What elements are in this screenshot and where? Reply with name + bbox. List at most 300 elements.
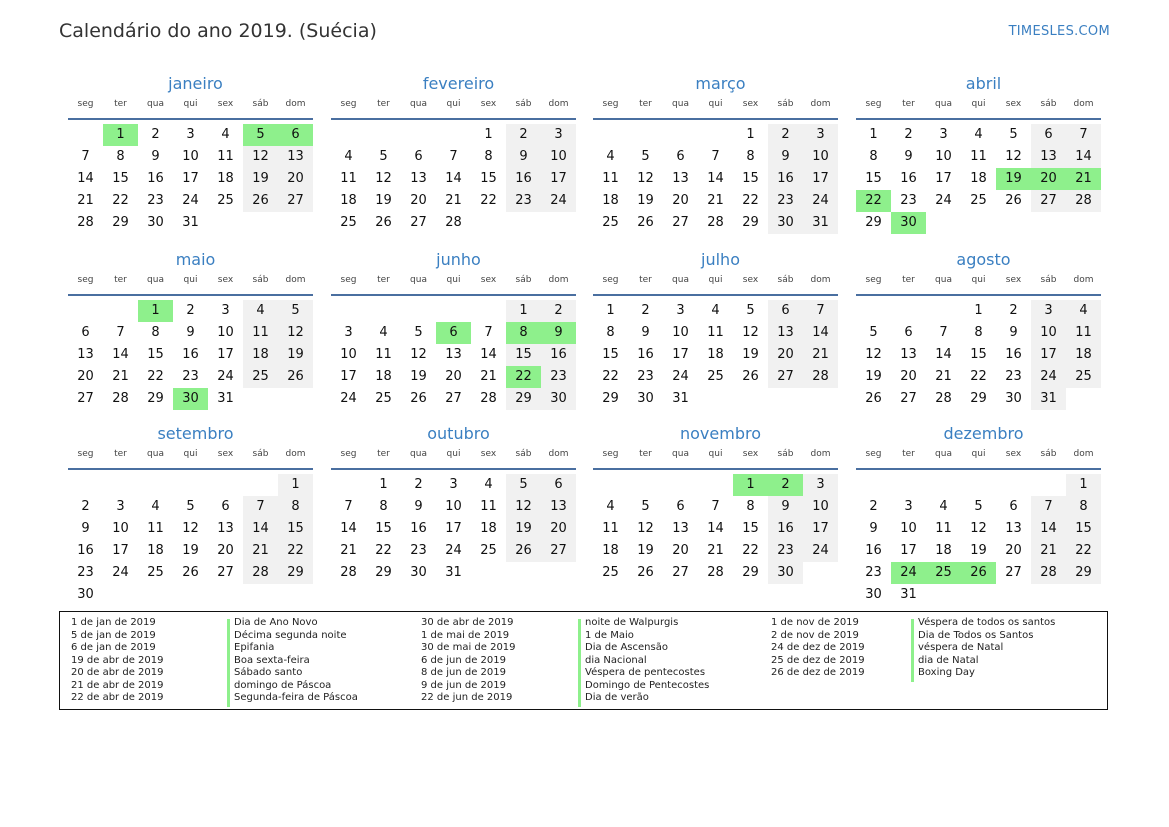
weekday-label: dom: [548, 275, 569, 285]
weekday-label: seg: [602, 275, 619, 285]
day-cell: 17: [112, 543, 129, 558]
weekday-label: qui: [183, 99, 198, 109]
day-cell: 28: [707, 215, 724, 230]
holiday-day-cell: 1: [138, 300, 173, 322]
weekday-label: sex: [217, 275, 234, 285]
day-cell: 13: [410, 171, 427, 186]
day-cell: 5: [379, 149, 388, 164]
day-cell: 22: [742, 193, 759, 208]
legend-names-col-1: [234, 617, 358, 705]
day-cell: 24: [217, 369, 234, 384]
weekday-label: ter: [377, 99, 390, 109]
day-cell: 14: [1066, 146, 1101, 168]
weekday-label: ter: [377, 275, 390, 285]
day-cell: 29: [865, 215, 882, 230]
day-cell: 9: [904, 149, 913, 164]
weekday-label: qua: [935, 275, 952, 285]
day-cell: 19: [742, 347, 759, 362]
day-cell: 28: [1031, 562, 1066, 584]
day-cell: 12: [970, 521, 987, 536]
day-cell: 31: [900, 587, 917, 602]
weekday-label: qui: [971, 449, 986, 459]
day-cell: 19: [410, 369, 427, 384]
legend-holiday-name: Dia de Todos os Santos: [918, 629, 1034, 641]
day-cell: 16: [1005, 347, 1022, 362]
day-grid: [331, 120, 576, 252]
holiday-day-cell: 2: [768, 474, 803, 496]
day-grid: [68, 470, 313, 602]
day-cell: 2: [186, 303, 195, 318]
day-cell: 24: [803, 190, 838, 212]
weekday-label: ter: [639, 449, 652, 459]
day-cell: 27: [900, 391, 917, 406]
day-cell: 20: [768, 344, 803, 366]
weekday-label: qui: [446, 99, 461, 109]
day-cell: 13: [900, 347, 917, 362]
day-cell: 5: [746, 303, 755, 318]
weekday-header: [593, 448, 838, 470]
day-cell: 5: [869, 325, 878, 340]
day-cell: 10: [803, 496, 838, 518]
day-cell: 17: [803, 168, 838, 190]
day-cell: 4: [151, 499, 160, 514]
day-cell: 18: [602, 193, 619, 208]
weekday-label: qui: [446, 449, 461, 459]
holiday-day-cell: 30: [891, 212, 926, 234]
weekday-label: ter: [114, 275, 127, 285]
day-cell: 17: [340, 369, 357, 384]
day-cell: 28: [1066, 190, 1101, 212]
day-cell: 22: [278, 540, 313, 562]
legend-date: 30 de abr de 2019: [421, 617, 514, 628]
day-cell: 8: [869, 149, 878, 164]
day-cell: 12: [182, 521, 199, 536]
weekday-label: dom: [548, 99, 569, 109]
day-cell: 9: [506, 146, 541, 168]
day-cell: 20: [77, 369, 94, 384]
day-cell: 11: [243, 322, 278, 344]
weekday-label: dom: [1073, 449, 1094, 459]
holiday-day-cell: 9: [541, 322, 576, 344]
day-cell: 15: [147, 347, 164, 362]
day-cell: 10: [445, 499, 462, 514]
day-cell: 26: [742, 369, 759, 384]
day-cell: 7: [711, 499, 720, 514]
day-cell: 6: [676, 149, 685, 164]
day-cell: 15: [865, 171, 882, 186]
day-cell: 30: [637, 391, 654, 406]
day-cell: 22: [970, 369, 987, 384]
day-cell: 16: [768, 518, 803, 540]
day-cell: 25: [1066, 366, 1101, 388]
day-cell: 23: [77, 565, 94, 580]
day-cell: 8: [278, 496, 313, 518]
day-cell: 23: [1005, 369, 1022, 384]
day-cell: 15: [112, 171, 129, 186]
day-cell: 30: [768, 212, 803, 234]
day-cell: 26: [410, 391, 427, 406]
day-cell: 25: [147, 565, 164, 580]
day-cell: 29: [375, 565, 392, 580]
day-cell: 21: [243, 540, 278, 562]
day-cell: 23: [506, 190, 541, 212]
day-cell: 12: [278, 322, 313, 344]
day-cell: 10: [935, 149, 952, 164]
month-title: outubro: [427, 424, 490, 443]
month-title: novembro: [680, 424, 761, 443]
weekday-label: seg: [602, 99, 619, 109]
day-grid: [593, 296, 838, 428]
day-cell: 7: [1031, 496, 1066, 518]
weekday-label: qui: [971, 99, 986, 109]
weekday-label: seg: [865, 99, 882, 109]
day-cell: 21: [112, 369, 129, 384]
day-cell: 13: [541, 496, 576, 518]
weekday-label: dom: [1073, 275, 1094, 285]
weekday-label: ter: [377, 449, 390, 459]
legend-date: 24 de dez de 2019: [771, 642, 865, 653]
holiday-day-cell: 22: [506, 366, 541, 388]
day-cell: 16: [541, 344, 576, 366]
day-cell: 6: [1009, 499, 1018, 514]
day-cell: 11: [480, 499, 497, 514]
day-cell: 11: [602, 171, 619, 186]
weekday-label: sáb: [252, 99, 269, 109]
day-cell: 16: [77, 543, 94, 558]
month-title: junho: [436, 250, 481, 269]
weekday-label: sex: [742, 99, 759, 109]
day-cell: 24: [803, 540, 838, 562]
day-cell: 23: [768, 540, 803, 562]
day-cell: 1: [606, 303, 615, 318]
day-cell: 19: [970, 543, 987, 558]
day-cell: 28: [112, 391, 129, 406]
day-cell: 5: [506, 474, 541, 496]
day-cell: 21: [445, 193, 462, 208]
legend-holiday-name: 1 de Maio: [585, 629, 634, 641]
day-cell: 3: [803, 124, 838, 146]
day-cell: 27: [445, 391, 462, 406]
day-cell: 6: [676, 499, 685, 514]
day-cell: 11: [340, 171, 357, 186]
weekday-label: dom: [285, 449, 306, 459]
day-cell: 17: [445, 521, 462, 536]
weekday-label: qua: [147, 449, 164, 459]
weekday-label: qua: [935, 99, 952, 109]
day-cell: 20: [672, 193, 689, 208]
day-cell: 7: [449, 149, 458, 164]
weekday-label: dom: [810, 449, 831, 459]
month-title: maio: [175, 250, 216, 269]
weekday-header: [331, 448, 576, 470]
holiday-day-cell: 6: [436, 322, 471, 344]
day-cell: 31: [182, 215, 199, 230]
day-cell: 28: [445, 215, 462, 230]
weekday-header: [856, 274, 1101, 296]
day-cell: 30: [410, 565, 427, 580]
day-cell: 12: [243, 146, 278, 168]
day-grid: [593, 470, 838, 602]
day-cell: 17: [935, 171, 952, 186]
day-cell: 8: [746, 149, 755, 164]
legend-date: 22 de jun de 2019: [421, 692, 513, 703]
day-cell: 30: [541, 388, 576, 410]
day-cell: 21: [480, 369, 497, 384]
weekday-label: qui: [708, 449, 723, 459]
day-cell: 3: [1031, 300, 1066, 322]
day-cell: 27: [1031, 190, 1066, 212]
day-cell: 22: [1066, 540, 1101, 562]
legend-date: 20 de abr de 2019: [71, 667, 164, 678]
day-cell: 23: [410, 543, 427, 558]
day-cell: 22: [112, 193, 129, 208]
day-cell: 18: [375, 369, 392, 384]
day-cell: 29: [506, 388, 541, 410]
day-cell: 12: [375, 171, 392, 186]
day-cell: 16: [147, 171, 164, 186]
day-cell: 23: [541, 366, 576, 388]
legend-date: 26 de dez de 2019: [771, 667, 865, 678]
day-cell: 4: [344, 149, 353, 164]
day-cell: 8: [484, 149, 493, 164]
day-cell: 10: [217, 325, 234, 340]
weekday-label: seg: [77, 449, 94, 459]
weekday-label: sex: [217, 449, 234, 459]
day-cell: 21: [1031, 540, 1066, 562]
day-cell: 18: [602, 543, 619, 558]
day-cell: 15: [506, 344, 541, 366]
day-cell: 13: [77, 347, 94, 362]
legend-holiday-name: noite de Walpurgis: [585, 617, 679, 628]
day-cell: 20: [672, 543, 689, 558]
day-cell: 4: [221, 127, 230, 142]
day-cell: 18: [243, 344, 278, 366]
day-cell: 10: [340, 347, 357, 362]
day-cell: 4: [484, 477, 493, 492]
weekday-label: sáb: [777, 449, 794, 459]
day-cell: 8: [974, 325, 983, 340]
month-title: fevereiro: [422, 74, 495, 93]
legend-date: 1 de nov de 2019: [771, 617, 859, 628]
weekday-label: seg: [340, 449, 357, 459]
day-cell: 2: [869, 499, 878, 514]
day-cell: 6: [904, 325, 913, 340]
legend-holiday-name: Dia de Ascensão: [585, 642, 668, 653]
day-cell: 15: [742, 521, 759, 536]
day-cell: 15: [375, 521, 392, 536]
day-cell: 23: [768, 190, 803, 212]
day-cell: 4: [1066, 300, 1101, 322]
day-cell: 31: [445, 565, 462, 580]
month-setembro: [68, 424, 313, 602]
day-cell: 8: [746, 499, 755, 514]
day-cell: 15: [602, 347, 619, 362]
legend-holiday-name: Dia de Ano Novo: [234, 617, 318, 628]
day-cell: 14: [1031, 518, 1066, 540]
day-cell: 15: [970, 347, 987, 362]
weekday-label: sáb: [777, 99, 794, 109]
weekday-label: seg: [77, 275, 94, 285]
day-cell: 9: [414, 499, 423, 514]
day-cell: 25: [340, 215, 357, 230]
weekday-label: qua: [410, 99, 427, 109]
day-cell: 22: [742, 543, 759, 558]
day-cell: 14: [445, 171, 462, 186]
day-cell: 8: [116, 149, 125, 164]
day-cell: 8: [1066, 496, 1101, 518]
weekday-label: sex: [742, 275, 759, 285]
weekday-label: qui: [708, 275, 723, 285]
day-cell: 6: [81, 325, 90, 340]
legend-holiday-name: Dia de verão: [585, 692, 649, 703]
day-cell: 25: [602, 215, 619, 230]
day-cell: 1: [484, 127, 493, 142]
day-cell: 1: [506, 300, 541, 322]
day-cell: 26: [278, 366, 313, 388]
day-cell: 15: [742, 171, 759, 186]
legend-date: 5 de jan de 2019: [71, 629, 156, 641]
day-cell: 4: [711, 303, 720, 318]
day-cell: 18: [217, 171, 234, 186]
day-cell: 17: [672, 347, 689, 362]
legend-holiday-name: Décima segunda noite: [234, 629, 347, 641]
legend-holiday-name: Sábado santo: [234, 667, 303, 678]
day-cell: 11: [147, 521, 164, 536]
weekday-label: dom: [285, 99, 306, 109]
day-grid: [593, 120, 838, 252]
day-cell: 16: [637, 347, 654, 362]
day-cell: 14: [707, 521, 724, 536]
month-title: setembro: [157, 424, 234, 443]
day-cell: 9: [869, 521, 878, 536]
day-cell: 29: [278, 562, 313, 584]
day-cell: 19: [278, 344, 313, 366]
weekday-label: sex: [742, 449, 759, 459]
day-cell: 24: [340, 391, 357, 406]
day-cell: 25: [707, 369, 724, 384]
day-cell: 16: [865, 543, 882, 558]
day-cell: 16: [900, 171, 917, 186]
holiday-day-cell: 24: [891, 562, 926, 584]
day-cell: 31: [1031, 388, 1066, 410]
legend-names-col-3: [918, 617, 1055, 680]
month-title: agosto: [956, 250, 1011, 269]
day-cell: 22: [602, 369, 619, 384]
day-cell: 13: [217, 521, 234, 536]
day-cell: 1: [974, 303, 983, 318]
day-cell: 12: [637, 171, 654, 186]
weekday-label: ter: [902, 275, 915, 285]
day-cell: 26: [506, 540, 541, 562]
weekday-header: [331, 98, 576, 120]
legend-dates-col-2: [421, 617, 516, 705]
holiday-day-cell: 1: [733, 474, 768, 496]
day-cell: 18: [1066, 344, 1101, 366]
day-cell: 3: [449, 477, 458, 492]
weekday-label: ter: [639, 99, 652, 109]
month-março: [593, 74, 838, 252]
day-cell: 27: [768, 366, 803, 388]
day-cell: 2: [81, 499, 90, 514]
day-cell: 28: [243, 562, 278, 584]
day-cell: 27: [278, 190, 313, 212]
month-julho: [593, 250, 838, 428]
day-cell: 14: [935, 347, 952, 362]
weekday-label: dom: [1073, 99, 1094, 109]
day-cell: 25: [217, 193, 234, 208]
legend-holiday-name: domingo de Páscoa: [234, 679, 332, 691]
day-cell: 7: [344, 499, 353, 514]
day-cell: 2: [768, 124, 803, 146]
legend-holiday-name: dia de Natal: [918, 654, 979, 666]
day-cell: 21: [77, 193, 94, 208]
day-cell: 14: [77, 171, 94, 186]
day-cell: 24: [112, 565, 129, 580]
legend-holiday-name: Véspera de todos os santos: [918, 617, 1056, 628]
day-cell: 5: [278, 300, 313, 322]
legend-date: 2 de nov de 2019: [771, 629, 859, 641]
weekday-label: sáb: [1040, 449, 1057, 459]
day-cell: 21: [707, 193, 724, 208]
month-dezembro: [856, 424, 1101, 602]
weekday-label: seg: [340, 99, 357, 109]
weekday-label: qua: [672, 99, 689, 109]
legend-holiday-name: Domingo de Pentecostes: [585, 679, 710, 691]
day-cell: 10: [900, 521, 917, 536]
day-cell: 21: [340, 543, 357, 558]
day-cell: 2: [506, 124, 541, 146]
day-cell: 26: [637, 565, 654, 580]
holiday-day-cell: 20: [1031, 168, 1066, 190]
day-cell: 14: [707, 171, 724, 186]
weekday-label: sáb: [1040, 99, 1057, 109]
day-cell: 29: [1066, 562, 1101, 584]
day-grid: [68, 296, 313, 428]
weekday-label: sex: [217, 99, 234, 109]
day-cell: 20: [278, 168, 313, 190]
day-cell: 21: [707, 543, 724, 558]
day-cell: 5: [641, 149, 650, 164]
day-cell: 15: [1066, 518, 1101, 540]
day-cell: 3: [904, 499, 913, 514]
weekday-label: sex: [480, 275, 497, 285]
day-cell: 24: [1031, 366, 1066, 388]
month-abril: [856, 74, 1101, 252]
day-cell: 19: [637, 543, 654, 558]
day-cell: 26: [1005, 193, 1022, 208]
weekday-label: qui: [183, 275, 198, 285]
day-grid: [856, 296, 1101, 428]
day-cell: 27: [672, 565, 689, 580]
weekday-header: [68, 274, 313, 296]
day-cell: 9: [641, 325, 650, 340]
day-cell: 9: [151, 149, 160, 164]
weekday-label: dom: [810, 99, 831, 109]
legend-date: 19 de abr de 2019: [71, 654, 164, 666]
day-cell: 13: [768, 322, 803, 344]
day-cell: 1: [379, 477, 388, 492]
legend-holiday-name: Epifania: [234, 642, 275, 653]
day-cell: 23: [865, 565, 882, 580]
weekday-label: seg: [77, 99, 94, 109]
legend-holiday-name: Boxing Day: [918, 667, 975, 678]
weekday-label: sáb: [515, 449, 532, 459]
day-cell: 26: [182, 565, 199, 580]
day-cell: 15: [278, 518, 313, 540]
site-link[interactable]: TIMESLES.COM: [1008, 24, 1110, 39]
day-cell: 12: [1005, 149, 1022, 164]
day-cell: 21: [935, 369, 952, 384]
